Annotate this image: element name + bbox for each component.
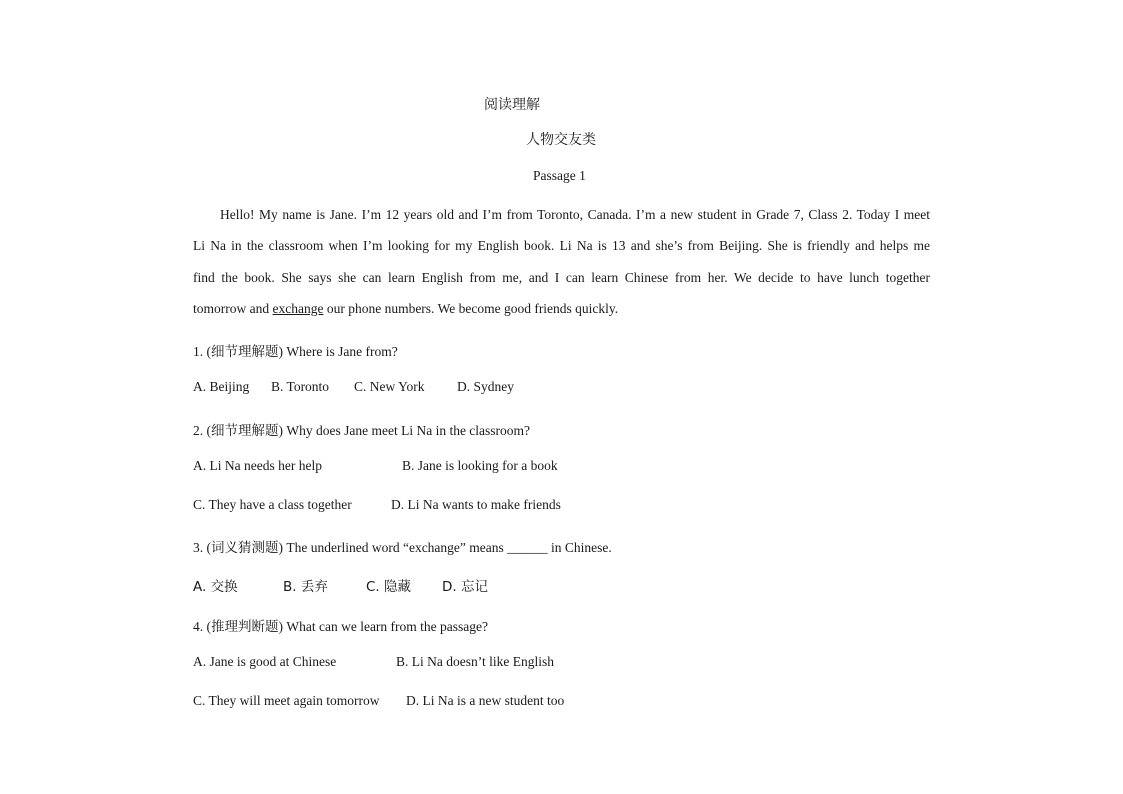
passage-line: find the book. She says she can learn English from me, and I can learn Chinese from her. We decide to have lunch together: [193, 269, 930, 285]
passage-text: tomorrow and: [193, 300, 273, 316]
passage-body: [193, 199, 930, 324]
passage-line: Li Na in the classroom when I’m looking for my English book. Li Na is 13 and she’s from Beijing. She is friendly and helps me: [193, 238, 930, 254]
option-2b: B. Jane is looking for a book: [402, 458, 558, 473]
option-2c: C. They have a class together: [193, 497, 352, 512]
underlined-word: exchange: [272, 300, 324, 316]
category-title: 人物交友类: [526, 132, 596, 148]
option-4a: A. Jane is good at Chinese: [193, 654, 337, 669]
passage-title: Passage 1: [533, 168, 586, 183]
option-3d: D. 忘记: [442, 579, 488, 595]
option-4b: B. Li Na doesn’t like English: [396, 654, 554, 669]
option-1c: C. New York: [354, 379, 425, 394]
option-3a: A. 交换: [193, 579, 238, 595]
option-1b: B. Toronto: [271, 379, 330, 394]
option-1d: D. Sydney: [457, 379, 514, 394]
option-3b: B. 丢弃: [283, 579, 328, 595]
passage-line: Hello! My name is Jane. I’m 12 years old and I’m from Toronto, Canada. I’m a new student in Grade 7, Class 2. Today I meet: [220, 207, 930, 222]
question-2: 2. (细节理解题) Why does Jane meet Li Na in the classroom?: [193, 423, 531, 438]
option-4c: C. They will meet again tomorrow: [193, 693, 380, 708]
passage-text: our phone numbers. We become good friends quickly.: [323, 300, 619, 316]
section-title: 阅读理解: [484, 97, 540, 113]
option-4d: D. Li Na is a new student too: [406, 693, 565, 708]
option-1a: A. Beijing: [193, 379, 250, 394]
option-2d: D. Li Na wants to make friends: [391, 497, 561, 512]
passage-line-last: [193, 293, 930, 324]
option-2a: A. Li Na needs her help: [193, 458, 322, 473]
question-3: 3. (词义猜测题) The underlined word “exchange” means ______ in Chinese.: [193, 540, 612, 555]
question-1: 1. (细节理解题) Where is Jane from?: [193, 344, 398, 359]
option-3c: C. 隐藏: [366, 579, 412, 595]
question-4: 4. (推理判断题) What can we learn from the passage?: [193, 619, 489, 634]
